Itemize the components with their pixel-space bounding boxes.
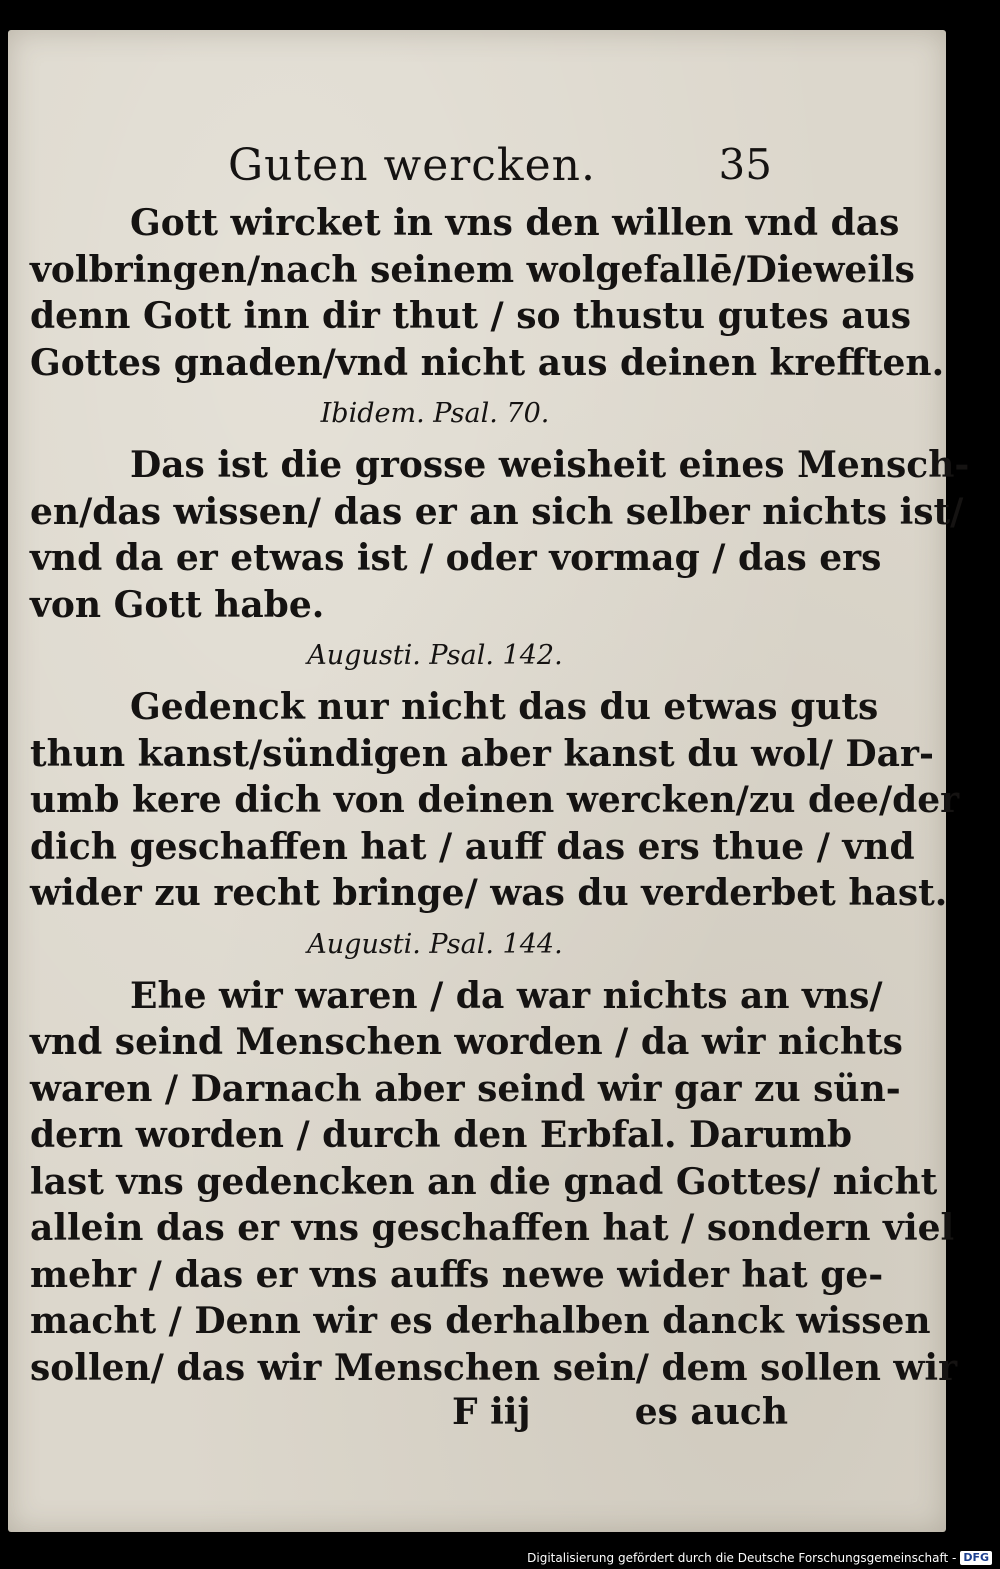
text-line: Das ist die grosse weisheit eines Mensch- [130, 444, 970, 486]
text-block [30, 140, 970, 1441]
digitization-credit [527, 1551, 992, 1565]
text-line: Gottes gnaden/vnd nicht aus deinen krefften. [30, 341, 945, 384]
running-head [30, 140, 800, 200]
text-line: volbringen/nach seinem wolgefallē/Dieweils [30, 248, 915, 291]
text-line: mehr / das er vns auffs newe wider hat ge- [30, 1253, 884, 1296]
catchword: es auch [634, 1391, 788, 1433]
text-line: dich geschaffen hat / auff das ers thue / vnd [30, 825, 915, 868]
text-line: thun kanst/sündigen aber kanst du wol/ Dar- [30, 732, 934, 775]
source-citation: Ibidem. Psal. 70. [320, 398, 550, 429]
page-number: 35 [718, 140, 772, 189]
page-footer [30, 1391, 800, 1441]
text-line: denn Gott inn dir thut / so thustu gutes aus [30, 295, 912, 337]
text-line: vnd seind Menschen worden / da wir nichts [30, 1021, 903, 1063]
text-line: Ehe wir waren / da war nichts an vns/ [130, 974, 883, 1017]
paragraph-3 [30, 684, 960, 917]
paragraph-2 [30, 442, 970, 628]
signature-mark: F iij [452, 1391, 531, 1433]
text-line: en/das wissen/ das er an sich selber nichts ist/ [30, 490, 964, 533]
text-line: Gott wircket in vns den willen vnd das [130, 202, 900, 244]
text-line: wider zu recht bringe/ was du verderbet hast. [30, 872, 948, 914]
paragraph-4 [30, 973, 958, 1392]
dfg-logo: DFG [960, 1551, 992, 1565]
source-citation: Augusti. Psal. 144. [307, 928, 563, 960]
text-line: vnd da er etwas ist / oder vormag / das ers [30, 537, 882, 579]
text-line: waren / Darnach aber seind wir gar zu sün- [30, 1067, 901, 1110]
text-line: von Gott habe. [30, 583, 325, 626]
credit-text: Digitalisierung gefördert durch die Deutsche Forschungsgemeinschaft - [527, 1551, 957, 1565]
text-line: umb kere dich von deinen wercken/zu dee/der [30, 779, 960, 821]
paragraph-1 [30, 200, 945, 386]
book-page [8, 30, 970, 1532]
text-line: dern worden / durch den Erbfal. Darumb [30, 1114, 852, 1156]
text-line: macht / Denn wir es derhalben danck wissen [30, 1300, 931, 1342]
text-line: sollen/ das wir Menschen sein/ dem sollen wir [30, 1346, 958, 1389]
source-citation: Augusti. Psal. 142. [307, 640, 563, 671]
running-title: Guten wercken. [228, 140, 596, 191]
text-line: last vns gedencken an die gnad Gottes/ nicht [30, 1160, 938, 1203]
text-line: Gedenck nur nicht das du etwas guts [130, 686, 879, 728]
text-line: allein das er vns geschaffen hat / sondern viel [30, 1207, 955, 1249]
